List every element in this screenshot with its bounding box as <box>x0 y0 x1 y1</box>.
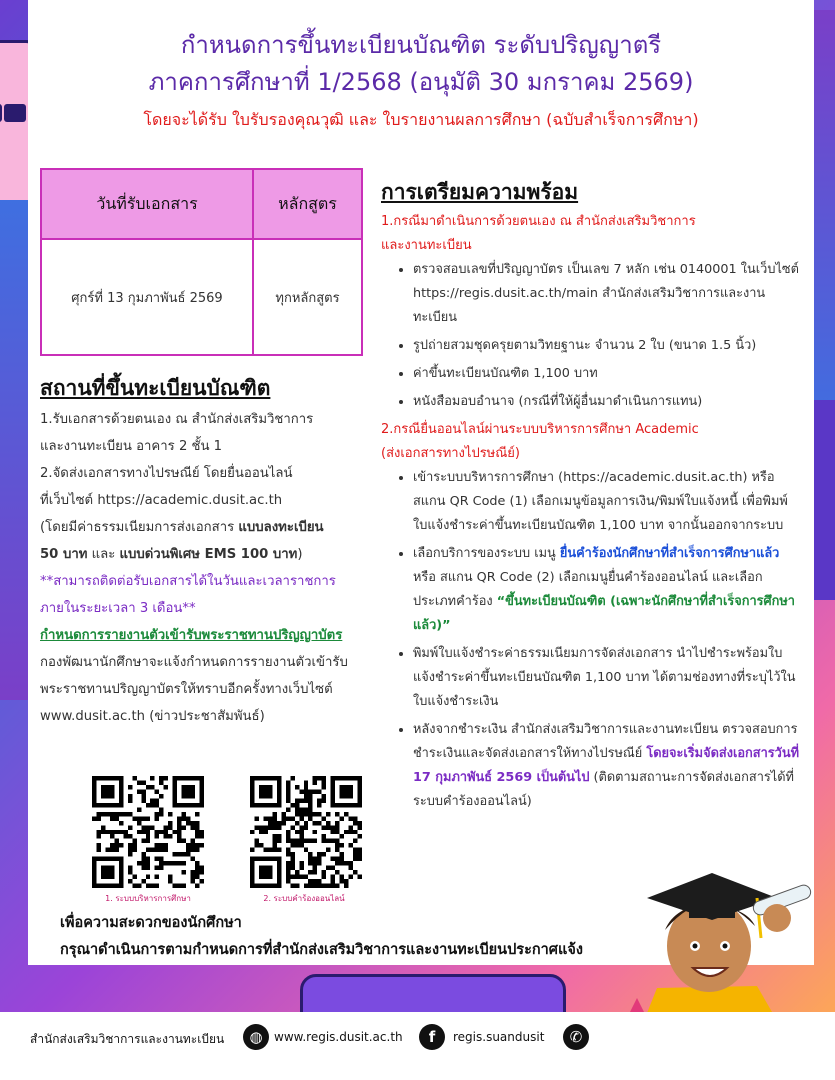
preparation-section <box>381 210 801 818</box>
list-text: (ติดตามสถานะการจัดส่งเอกสารได้ที่ระบบคำร้องออนไลน์) <box>413 770 794 809</box>
qr-code-academic[interactable] <box>92 776 204 888</box>
section2-list <box>381 466 801 814</box>
semester-title: ภาคการศึกษาที่ 1/2568 (อนุมัติ 30 มกราคม 2569) <box>148 68 694 96</box>
qr-caption-online: 2. ระบบคำร้องออนไลน์ <box>263 894 345 903</box>
header <box>28 28 814 132</box>
location-line: ที่เว็บไซต์ https://academic.dusit.ac.th <box>40 493 283 508</box>
list-item: • หนังสือมอบอำนาจ (กรณีที่ให้ผู้อื่นมาดำเนินการแทน) <box>413 390 801 414</box>
subtitle: โดยจะได้รับ ใบรับรองคุณวุฒิ และ ใบรายงานผลการศึกษา (ฉบับสำเร็จการศึกษา) <box>143 110 699 129</box>
footer-website-link[interactable]: www.regis.dusit.ac.th <box>274 1030 403 1044</box>
ceremony-title: กำหนดการรายงานตัวเข้ารับพระราชทานปริญญาบัตร <box>40 628 343 643</box>
ceremony-line: www.dusit.ac.th (ข่าวประชาสัมพันธ์) <box>40 709 265 724</box>
schedule-table <box>40 168 363 356</box>
location-title: สถานที่ขึ้นทะเบียนบัณฑิต <box>40 376 271 400</box>
table-cell-date: ศุกร์ที่ 13 กุมภาพันธ์ 2569 <box>41 239 253 355</box>
location-line: 2.จัดส่งเอกสารทางไปรษณีย์ โดยยื่นออนไลน์ <box>40 466 293 481</box>
menu-name: ยื่นคำร้องนักศึกษาที่สำเร็จการศึกษาแล้ว <box>559 546 780 561</box>
fee-text: และ <box>87 547 120 562</box>
footer-org: สำนักส่งเสริมวิชาการและงานทะเบียน <box>30 1032 225 1046</box>
footnote <box>60 910 583 964</box>
ceremony-line: พระราชทานปริญญาบัตรให้ทราบอีกครั้งทางเว็บไซต์ <box>40 682 333 697</box>
footer-phone: 0-2244-5175 <box>594 1030 672 1044</box>
list-item <box>413 718 801 814</box>
table-cell-program: ทุกหลักสูตร <box>253 239 362 355</box>
section2-title: 2.กรณียื่นออนไลน์ผ่านระบบบริหารการศึกษา Academic <box>381 422 699 437</box>
globe-icon: ◍ <box>243 1024 269 1050</box>
contact-note: **สามารถติดต่อรับเอกสารได้ในวันและเวลาราชการ <box>40 574 336 589</box>
table-header-date: วันที่รับเอกสาร <box>41 169 253 239</box>
fee-text: (โดยมีค่าธรรมเนียมการส่งเอกสาร <box>40 520 239 535</box>
list-item: • ค่าขึ้นทะเบียนบัณฑิต 1,100 บาท <box>413 362 801 386</box>
bg-decoration <box>0 200 30 700</box>
section2-title: (ส่งเอกสารทางไปรษณีย์) <box>381 446 521 461</box>
location-line: และงานทะเบียน อาคาร 2 ชั้น 1 <box>40 439 223 454</box>
mail-icon <box>4 104 26 122</box>
fee-amount: 50 บาท <box>40 547 88 562</box>
list-item: • เข้าระบบบริหารการศึกษา (https://academic.dusit.ac.th) หรือ สแกน QR Code (1) เลือกเมนูข้อมูลการเงิน/พิมพ์ใบแจ้งหนี้ เพื่อพิมพ์ใบแจ้งชำระค่าขึ้นทะเบียนบัณฑิต 1,100 บาท จากนั้นออกจากระบบ <box>413 466 801 538</box>
preparation-title: การเตรียมความพร้อม <box>381 180 579 204</box>
fee-text: ) <box>297 547 303 562</box>
location-body <box>40 406 380 730</box>
list-item <box>413 542 801 638</box>
section1-title: และงานทะเบียน <box>381 238 472 253</box>
footer-facebook-link[interactable]: regis.suandusit <box>453 1030 545 1044</box>
list-item: • รูปถ่ายสวมชุดครุยตามวิทยฐานะ จำนวน 2 ใบ (ขนาด 1.5 นิ้ว) <box>413 334 801 358</box>
qr-code-online-request[interactable] <box>250 776 362 888</box>
fee-line <box>40 514 380 541</box>
list-item: • ตรวจสอบเลขที่ปริญญาบัตร เป็นเลข 7 หลัก เช่น 0140001 ในเว็บไซต์ https://regis.dusit.ac.th/main สำนักส่งเสริมวิชาการและงานทะเบียน <box>413 258 801 330</box>
fee-ems: แบบด่วนพิเศษ EMS 100 บาท <box>119 547 298 562</box>
qr-caption-academic: 1. ระบบบริหารการศึกษา <box>105 894 191 903</box>
section1-title: 1.กรณีมาดำเนินการด้วยตนเอง ณ สำนักส่งเสริมวิชาการ <box>381 214 696 229</box>
delivery-date: โดยจะเริ่มจัดส่งเอกสารวันที่ 17 กุมภาพันธ์ 2569 เป็นต้นไป <box>413 746 800 785</box>
fee-line <box>40 541 380 568</box>
phone-icon: ✆ <box>563 1024 589 1050</box>
mail-icon <box>0 104 2 122</box>
footnote-line: กรุณาดำเนินการตามกำหนดการที่สำนักส่งเสริมวิชาการและงานทะเบียนประกาศแจ้ง <box>60 942 583 958</box>
location-line: 1.รับเอกสารด้วยตนเอง ณ สำนักส่งเสริมวิชาการ <box>40 412 314 427</box>
list-text: หรือ สแกน QR Code (2) เลือกเมนูยื่นคำร้องออนไลน์ และเลือกประเภทคำร้อง <box>413 570 763 609</box>
table-header-program: หลักสูตร <box>253 169 362 239</box>
footnote-line: เพื่อความสะดวกของนักศึกษา <box>60 915 242 931</box>
list-text: หลังจากชำระเงิน สำนักส่งเสริมวิชาการและงานทะเบียน ตรวจสอบการชำระเงินและจัดส่งเอกสารให้ทางไปรษณีย์ <box>413 722 798 761</box>
facebook-icon: f <box>419 1024 445 1050</box>
request-type: “ขึ้นทะเบียนบัณฑิต (เฉพาะนักศึกษาที่สำเร็จการศึกษาแล้ว)” <box>413 594 795 633</box>
section1-list <box>381 258 801 414</box>
contact-note: ภายในระยะเวลา 3 เดือน** <box>40 601 196 616</box>
list-text: เลือกบริการของระบบ เมนู <box>413 546 560 561</box>
fee-registered: แบบลงทะเบียน <box>238 520 324 535</box>
list-item: • พิมพ์ใบแจ้งชำระค่าธรรมเนียมการจัดส่งเอกสาร นำไปชำระพร้อมใบแจ้งชำระค่าขึ้นทะเบียนบัณฑิต 1,100 บาท ได้ตามช่องทางที่ระบุไว้ในใบแจ้งชำระเงิน <box>413 642 801 714</box>
page-title: กำหนดการขึ้นทะเบียนบัณฑิต ระดับปริญญาตรี <box>180 31 662 59</box>
ceremony-line: กองพัฒนานักศึกษาจะแจ้งกำหนดการรายงานตัวเข้ารับ <box>40 655 348 670</box>
